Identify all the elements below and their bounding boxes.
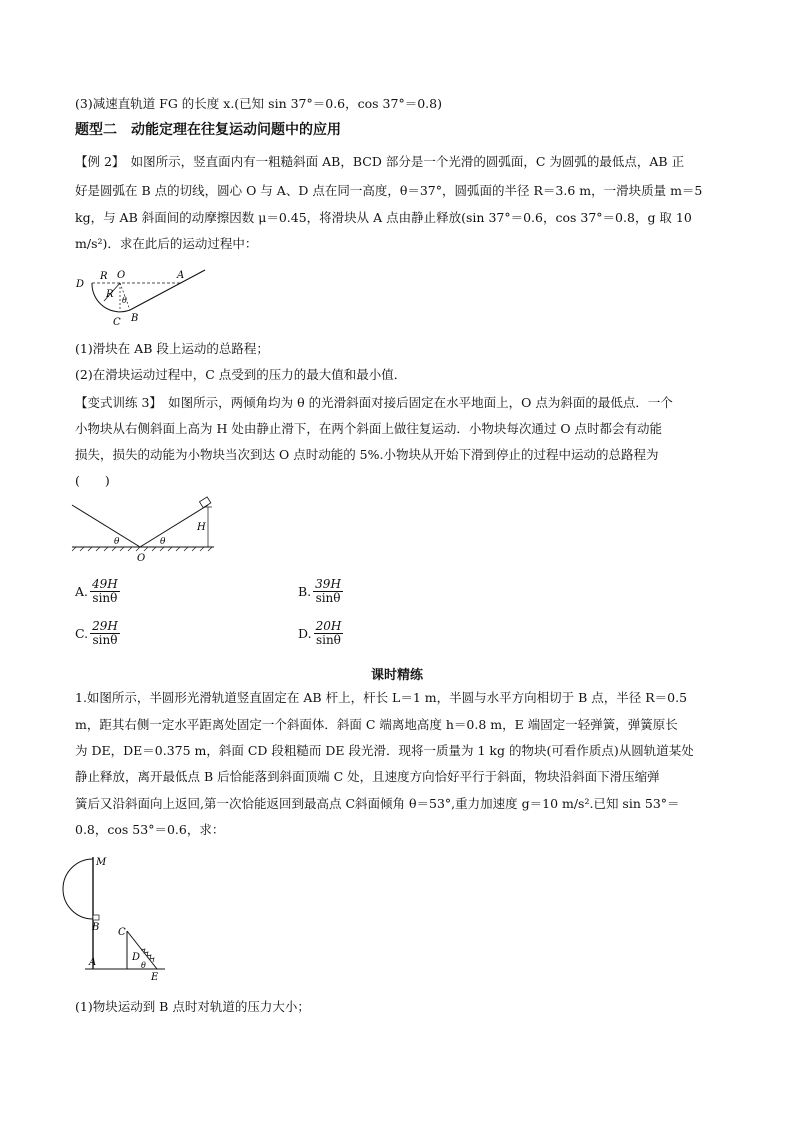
option-b[interactable] (298, 578, 343, 605)
example-2-line-1: 【例 2】 如图所示，竖直面内有一粗糙斜面 AB，BCD 部分是一个光滑的圆弧面，C 为圆弧的最低点，AB 正 (75, 154, 685, 169)
fig2-label-theta-left: θ (114, 537, 120, 547)
fig1-label-O: O (117, 270, 126, 281)
example-2-question-1: (1)滑块在 AB 段上运动的总路程； (75, 341, 269, 356)
option-a-letter: A. (75, 584, 89, 599)
fig1-label-R2: R (106, 289, 114, 300)
option-b-denominator: sinθ (315, 591, 341, 605)
fig1-label-R1: R (100, 271, 108, 282)
fig3-label-C: C (118, 927, 126, 938)
option-a-denominator: sinθ (92, 591, 118, 605)
option-c-letter: C. (75, 626, 89, 641)
variant-3-line-1: 【变式训练 3】 如图所示，两倾角均为 θ 的光滑斜面对接后固定在水平地面上，O 点为斜面的最低点．一个 (75, 395, 673, 410)
option-b-letter: B. (298, 584, 312, 599)
fig1-label-A: A (177, 270, 185, 281)
fig1-label-B: B (131, 313, 139, 324)
option-a-numerator: 49H (92, 577, 118, 591)
problem-1-line-5: 簧后又沿斜面向上返回,第一次恰能返回到最高点 C斜面倾角 θ＝53°,重力加速度 g＝10 m/s².已知 sin 53°＝ (75, 796, 680, 811)
option-b-numerator: 39H (315, 577, 341, 591)
option-c-denominator: sinθ (92, 633, 118, 647)
problem-1-line-6: 0.8，cos 53°＝0.6，求： (75, 822, 225, 837)
variant-3-line-2: 小物块从右侧斜面上高为 H 处由静止滑下，在两个斜面上做往复运动．小物块每次通过 O 点时都会有动能 (75, 421, 663, 436)
problem-1-figure (65, 855, 175, 990)
fig3-label-A: A (89, 957, 97, 968)
problem-1-question-1: (1)物块运动到 B 点时对轨道的压力大小； (75, 999, 310, 1014)
question-3: (3)减速直轨道 FG 的长度 x.(已知 sin 37°＝0.6，cos 37°＝0.8) (75, 96, 442, 111)
fig3-label-theta: θ (141, 961, 146, 970)
example-2-line-2: 好是圆弧在 B 点的切线，圆心 O 与 A、D 点在同一高度，θ＝37°，圆弧面的半径 R＝3.6 m，一滑块质量 m＝5 (75, 183, 703, 198)
option-d-numerator: 20H (315, 619, 342, 633)
fig3-label-B: B (92, 922, 100, 933)
problem-1-line-1: 1.如图所示，半圆形光滑轨道竖直固定在 AB 杆上，杆长 L＝1 m，半圆与水平方向相切于 B 点，半径 R＝0.5 (75, 690, 688, 705)
fig1-label-D: D (76, 279, 85, 290)
example-2-figure (70, 265, 220, 330)
practice-title: 课时精练 (370, 668, 423, 683)
fig2-label-H: H (197, 522, 206, 533)
fig2-label-O: O (137, 553, 146, 564)
fig1-label-C: C (113, 317, 121, 328)
fig2-label-theta-right: θ (160, 537, 166, 547)
option-a[interactable] (75, 578, 120, 605)
variant-3-line-3: 损失，损失的动能为小物块当次到达 O 点时动能的 5%.小物块从开始下滑到停止的过程中运动的总路程为 (75, 447, 659, 462)
example-2-question-2: (2)在滑块运动过程中，C 点受到的压力的最大值和最小值． (75, 367, 407, 382)
fig3-label-E: E (151, 972, 159, 983)
fig1-label-theta: θ (122, 296, 127, 305)
example-2-line-3: kg，与 AB 斜面间的动摩擦因数 μ＝0.45，将滑块从 A 点由静止释放(sin 37°＝0.6，cos 37°＝0.8，g 取 10 (75, 210, 692, 225)
problem-1-line-3: 为 DE，DE＝0.375 m，斜面 CD 段粗糙而 DE 段光滑．现将一质量为 1 kg 的物块(可看作质点)从圆轨道某处 (75, 743, 694, 758)
problem-1-line-2: m，距其右侧一定水平距离处固定一个斜面体．斜面 C 端离地高度 h＝0.8 m，E 端固定一轻弹簧，弹簧原长 (75, 717, 678, 732)
problem-1-line-4: 静止释放，离开最低点 B 后恰能落到斜面顶端 C 处，且速度方向恰好平行于斜面，物块沿斜面下滑压缩弹 (75, 769, 660, 784)
fig3-label-M: M (96, 857, 107, 868)
option-c-numerator: 29H (92, 619, 118, 633)
section-heading: 题型二 动能定理在往复运动问题中的应用 (75, 122, 341, 138)
example-2-line-4: m/s²)．求在此后的运动过程中： (75, 236, 258, 251)
fig3-label-D: D (132, 952, 141, 963)
option-d-denominator: sinθ (315, 633, 341, 647)
variant-3-figure (70, 495, 220, 565)
option-c[interactable] (75, 620, 120, 647)
variant-3-line-4: ( ) (75, 473, 110, 488)
option-d[interactable] (298, 620, 343, 647)
option-d-letter: D. (298, 626, 312, 641)
